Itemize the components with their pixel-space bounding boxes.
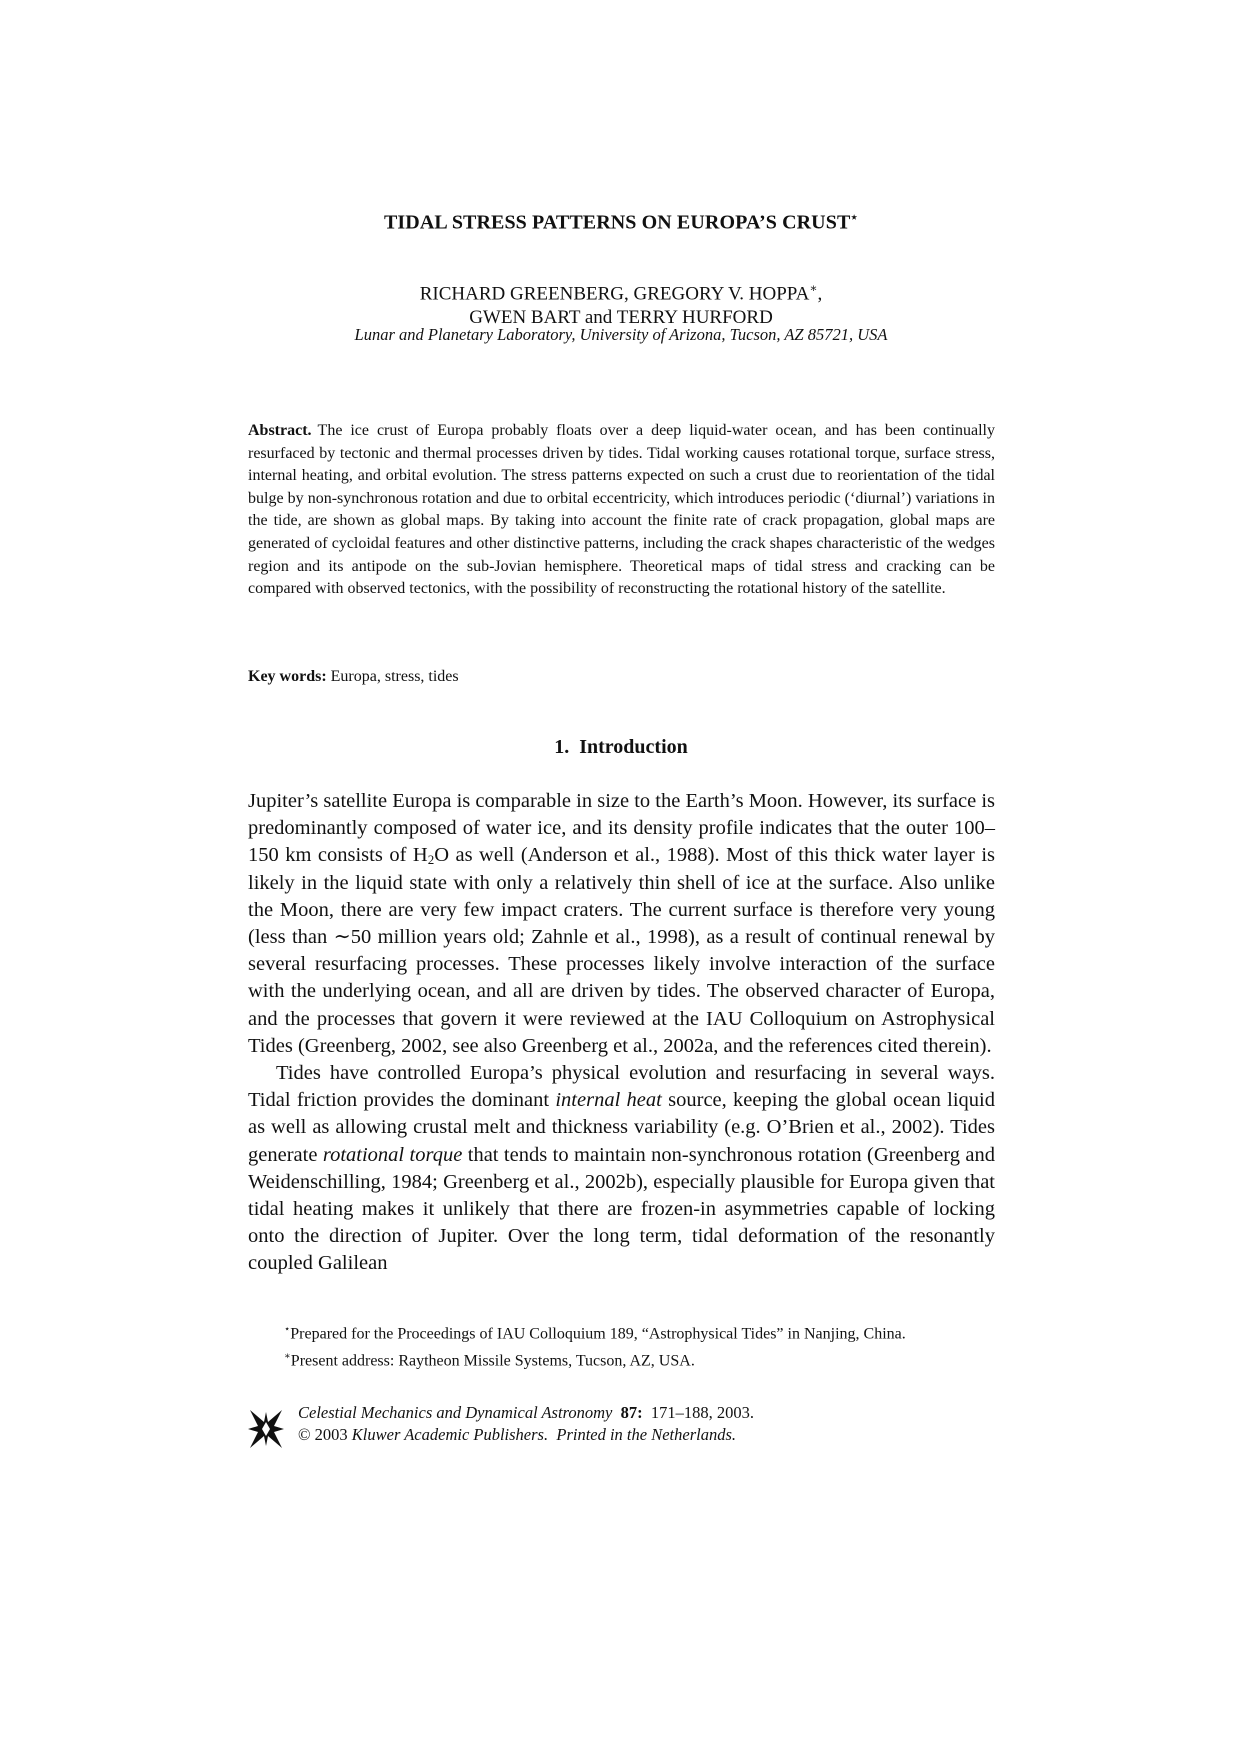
body-text [248,788,995,1278]
section-number: 1. [554,736,570,758]
emphasis-internal-heat: internal heat [555,1089,662,1112]
subscript-2: 2 [427,852,435,868]
emphasis-rotational-torque: rotational torque [322,1143,463,1166]
title-footnote-mark: ⋆ [850,210,859,224]
journal-pages: 171–188, 2003. [650,1403,754,1422]
abstract-text: The ice crust of Europa probably floats over a deep liquid-water ocean, and has been continually resurfaced by tectonic and thermal processes driven by tides. Tidal working causes rotational torque, surface stress, internal heating, and orbital evolution. The stress patterns expected on such a crust due to reorientation of the tidal bulge by non-synchronous rotation and due to orbital eccentricity, which introduces periodic (‘diurnal’) variations in the tide, are shown as global maps. By taking into account the finite rate of crack propagation, global maps are generated of cycloidal features and other distinctive patterns, including the crack shapes characteristic of the wedges region and its antipode on the sub-Jovian hemisphere. Theoretical maps of tidal stress and cracking can be compared with observed tectonics, with the possibility of reconstructing the rotational history of the satellite. [248,422,995,598]
author-list [246,276,996,330]
footnote-2: ∗Present address: Raytheon Missile Systems, Tucson, AZ, USA. [284,1351,695,1370]
paragraph-2: Tides have controlled Europa’s physical evolution and resurfacing in several ways. Tidal friction provides the dominant internal heat source, keeping the global ocean liquid as well as allowing crustal melt and thickness variability (e.g. O’Brien et al., 2002). Tides generate rotational torque that tends to maintain non-synchronous rotation (Greenberg and Weidenschilling, 1984; Greenberg et al., 2002b), especially plausible for Europa given that tidal heating makes it unlikely that there are frozen-in asymmetries capable of locking onto the direction of Jupiter. Over the long term, tidal deformation of the resonantly coupled Galilean [248,1062,996,1275]
journal-volume: 87: [620,1403,643,1422]
footnotes [248,1319,995,1374]
author-line-2: GWEN BART and TERRY HURFORD [469,307,773,329]
journal-line-1 [298,1402,754,1424]
journal-name: Celestial Mechanics and Dynamical Astronomy [298,1403,613,1422]
journal-lines [298,1402,754,1446]
printed-in: Printed in the Netherlands. [556,1425,737,1444]
affiliation: Lunar and Planetary Laboratory, University of Arizona, Tucson, AZ 85721, USA [354,325,888,344]
copyright-symbol: © [298,1425,311,1444]
journal-citation [248,1402,995,1452]
keywords [248,666,995,688]
kluwer-logo-icon [248,1408,284,1450]
keywords-text: Europa, stress, tides [330,668,459,685]
section-title: Introduction [579,736,688,758]
author-line-1: RICHARD GREENBERG, GREGORY V. HOPPA∗, [419,281,823,305]
copyright-year: 2003 [314,1425,348,1444]
keywords-label: Key words: [248,668,327,685]
footnote-1: ⋆Prepared for the Proceedings of IAU Colloquium 189, “Astrophysical Tides” in Nanjing, China. [284,1324,906,1343]
abstract [248,420,995,601]
journal-line-2 [298,1424,754,1446]
publisher: Kluwer Academic Publishers. [351,1425,549,1444]
abstract-label: Abstract. [248,422,312,439]
paragraph-1: Jupiter’s satellite Europa is comparable in size to the Earth’s Moon. However, its surface is predominantly composed of water ice, and its density profile indicates that the outer 100–150 km consists of $H_2O$ as well (Anderson et al., 1988). Most of this thick water layer is likely in the liquid state with only a relatively thin shell of ice at the surface. Also unlike the Moon, there are very few impact craters. The current surface is therefore very young (less than ∼50 million years old; Zahnle et al., 1998), as a result of continual renewal by several resurfacing processes. These processes likely involve interaction of the surface with the underlying ocean, and all are driven by tides. The observed character of Europa, and the processes that govern it were reviewed at the IAU Colloquium on Astrophysical Tides (Greenberg, 2002, see also Greenberg et al., 2002a, and the references cited therein). [248,790,995,1057]
paper-title: TIDAL STRESS PATTERNS ON EUROPA’S CRUST⋆ [383,210,859,234]
author-footnote-mark: ∗ [809,281,818,295]
section-heading-introduction [246,735,996,759]
